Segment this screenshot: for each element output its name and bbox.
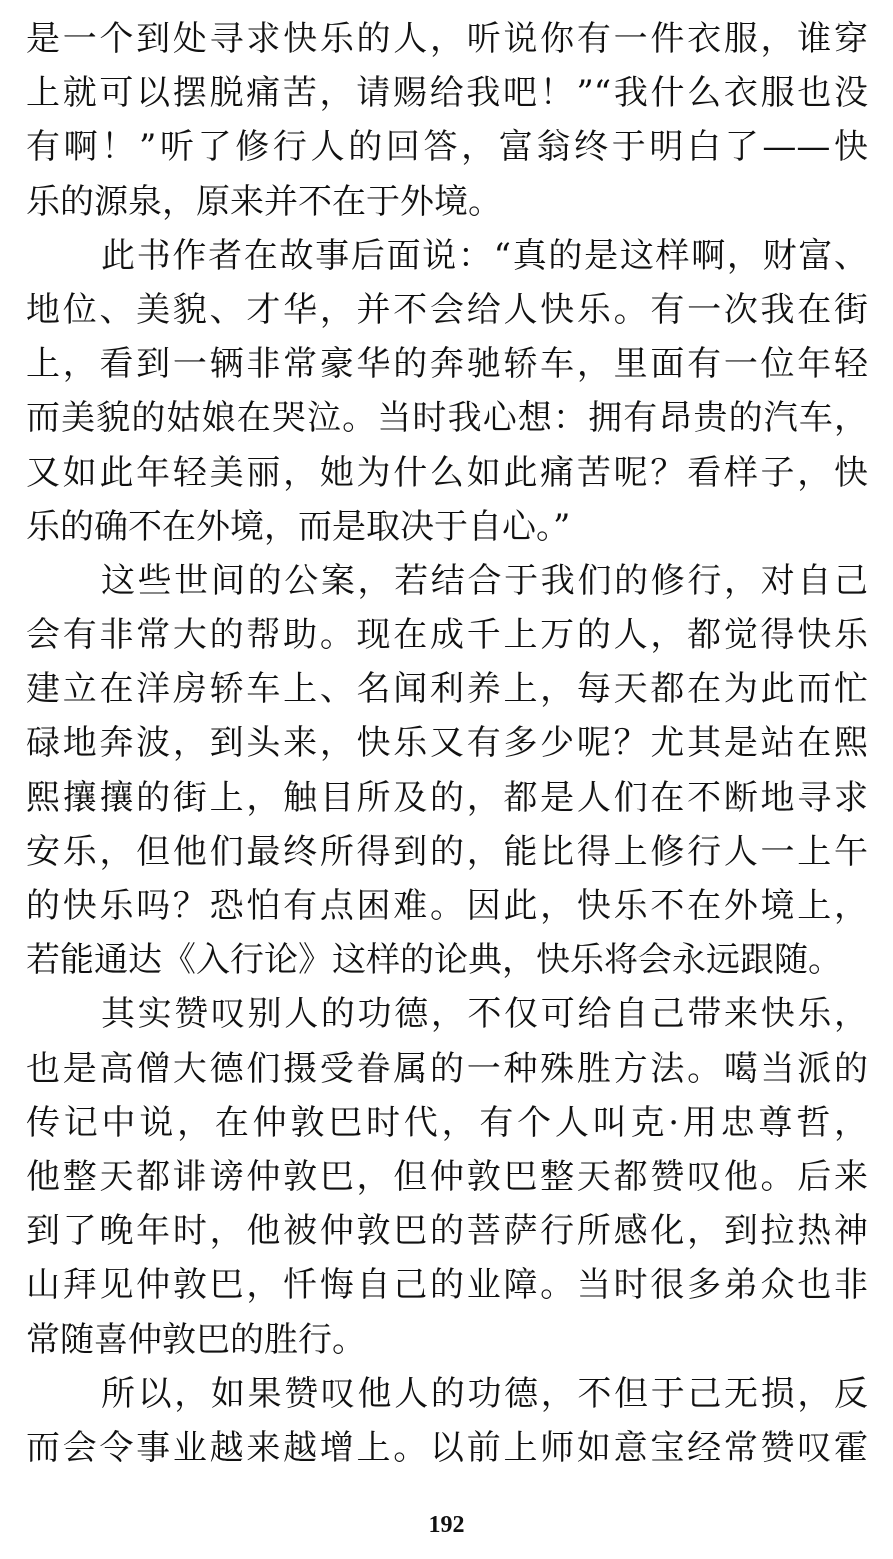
text-line: 建立在洋房轿车上、名闻利养上，每天都在为此而忙 [26,669,868,710]
text-line: 又如此年轻美丽，她为什么如此痛苦呢？看样子，快 [26,452,868,493]
text-line: 的快乐吗？恐怕有点困难。因此，快乐不在外境上， [26,886,868,926]
text-line: 常随喜仲敦巴的胜行。 [26,1319,366,1360]
text-line: 而美貌的姑娘在哭泣。当时我心想：拥有昂贵的汽车， [26,398,868,439]
text-line: 山拜见仲敦巴，忏悔自己的业障。当时很多弟众也非 [26,1265,868,1306]
text-line: 上，看到一辆非常豪华的奔驰轿车，里面有一位年轻 [26,344,868,385]
text-line: 上就可以摆脱痛苦，请赐给我吧！”“我什么衣服也没 [26,73,868,114]
text-line: 碌地奔波，到头来，快乐又有多少呢？尤其是站在熙 [26,723,868,764]
text-line: 乐的确不在外境，而是取决于自心。” [26,506,571,547]
text-line: 有啊！”听了修行人的回答，富翁终于明白了——快 [26,127,868,168]
page-number: 192 [428,1512,465,1538]
body-text [26,12,868,1475]
text-line: 传记中说，在仲敦巴时代，有个人叫克·用忠尊哲， [26,1102,868,1143]
text-line: 而会令事业越来越增上。以前上师如意宝经常赞叹霍 [26,1427,868,1468]
text-line: 安乐，但他们最终所得到的，能比得上修行人一上午 [26,831,868,872]
text-line: 所以，如果赞叹他人的功德，不但于己无损，反 [101,1373,868,1414]
text-line: 乐的源泉，原来并不在于外境。 [26,181,502,222]
text-line: 其实赞叹别人的功德，不仅可给自己带来快乐， [101,994,868,1035]
text-line: 也是高僧大德们摄受眷属的一种殊胜方法。噶当派的 [26,1048,868,1089]
text-line: 会有非常大的帮助。现在成千上万的人，都觉得快乐 [26,615,868,656]
text-line: 熙攘攘的街上，触目所及的，都是人们在不断地寻求 [26,777,868,818]
text-line: 到了晚年时，他被仲敦巴的菩萨行所感化，到拉热神 [26,1211,868,1252]
text-line: 地位、美貌、才华，并不会给人快乐。有一次我在街 [26,289,868,330]
text-line: 这些世间的公案，若结合于我们的修行，对自己 [101,560,868,601]
text-line: 是一个到处寻求快乐的人，听说你有一件衣服，谁穿 [26,19,868,59]
text-line: 他整天都诽谤仲敦巴，但仲敦巴整天都赞叹他。后来 [26,1156,868,1197]
text-line: 若能通达《入行论》这样的论典，快乐将会永远跟随。 [26,940,842,981]
text-line: 此书作者在故事后面说：“真的是这样啊，财富、 [101,235,868,276]
